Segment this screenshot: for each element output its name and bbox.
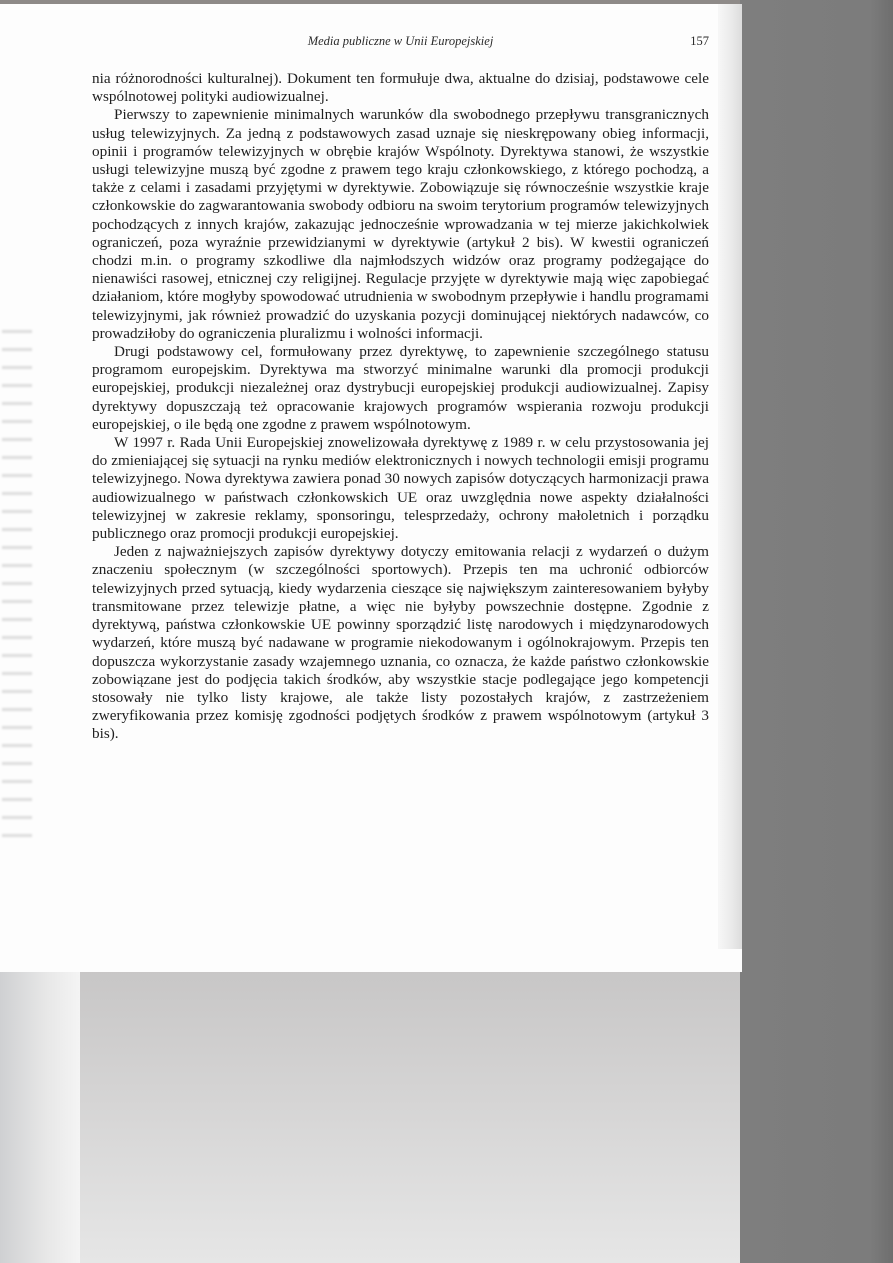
running-header	[92, 34, 709, 54]
page-edge-shadow	[718, 4, 742, 949]
paragraph: Pierwszy to zapewnienie minimalnych warunków dla swobodnego przepływu transgranicznych usług telewizyjnych. Za jedną z podstawowych zasad uznaje się nieskrępowany obieg informacji, opinii i programów telewizyjnych w obrębie krajów Wspólnoty. Dyrektywa stanowi, że wszystkie usługi telewizyjne muszą być zgodne z prawem tego kraju członkowskiego, z którego pochodzą, a także z celami i zasadami przyjętymi w dyrektywie. Zobowiązuje się równocześnie wszystkie kraje członkowskie do zagwarantowania swobody odbioru na swoim terytorium programów telewizyjnych pochodzących z innych krajów, zakazując jednocześnie wprowadzania w tej mierze jakichkolwiek ograniczeń, poza wyraźnie przewidzianymi w dyrektywie (artykuł 2 bis). W kwestii ograniczeń chodzi m.in. o programy szkodliwe dla najmłodszych widzów oraz programy podżegające do nienawiści rasowej, etnicznej czy religijnej. Regulacje przyjęte w dyrektywie mają więc zapobiegać działaniom, które mogłyby spowodować utrudnienia w swobodnym przepływie i handlu programami telewizyjnymi, jak również prowadzić do uzyskania pozycji dominującej niektórych nadawców, co prowadziłoby do ograniczenia pluralizmu i wolności informacji.	[92, 106, 709, 342]
running-title: Media publiczne w Unii Europejskiej	[307, 34, 494, 48]
page-number: 157	[690, 34, 709, 48]
scan-background-left	[0, 970, 80, 1263]
paragraph: Jeden z najważniejszych zapisów dyrektywy dotyczy emitowania relacji z wydarzeń o dużym znaczeniu społecznym (w szczególności sportowych). Przepis ten ma uchronić odbiorców telewizyjnych przed sytuacją, kiedy wydarzenia cieszące się największym zainteresowaniem byłyby transmitowane przez telewizje płatne, a więc nie byłyby powszechnie dostępne. Zgodnie z dyrektywą, państwa członkowskie UE powinny sporządzić listę narodowych i międzynarodowych wydarzeń, które muszą być nadawane w programie niekodowanym i ogólnokrajowym. Przepis ten dopuszcza wykorzystanie zasady wzajemnego uznania, co oznacza, że każde państwo członkowskie zobowiązane jest do podjęcia takich środków, aby wszystkie stacje podlegające jego kompetencji stosowały nie tylko listy krajowe, ale także listy pozostałych krajów, z zastrzeżeniem zweryfikowania przez komisję zgodności podjętych środków z prawem wspólnotowym (artykuł 3 bis).	[92, 543, 709, 743]
paragraph: Drugi podstawowy cel, formułowany przez dyrektywę, to zapewnienie szczególnego statusu programom europejskim. Dyrektywa ma stworzyć minimalne warunki dla promocji produkcji europejskiej, produkcji niezależnej oraz dystrybucji europejskiej produkcji audiowizualnej. Zapisy dyrektywy dopuszczają też opracowanie krajowych programów wspierania rozwoju produkcji europejskiej, o ile będą one zgodne z prawem wspólnotowym.	[92, 343, 709, 433]
facing-page-bleed-through	[2, 330, 32, 850]
paragraph: W 1997 r. Rada Unii Europejskiej znowelizowała dyrektywę z 1989 r. w celu przystosowania jej do zmieniającej się sytuacji na rynku mediów elektronicznych i nowych technologii emisji programu telewizyjnego. Nowa dyrektywa zawiera ponad 30 nowych zapisów dotyczących harmonizacji prawa audiowizualnego w państwach członkowskich UE oraz uwzględnia nowe aspekty działalności telewizyjnej w zakresie reklamy, sponsoringu, telesprzedaży, ochrony małoletnich i porządku publicznego oraz promocji produkcji europejskiej.	[92, 434, 709, 543]
scan-background-right	[740, 0, 893, 1263]
body-text	[92, 70, 709, 744]
paragraph: nia różnorodności kulturalnej). Dokument ten formułuje dwa, aktualne do dzisiaj, podstawowe cele wspólnotowej polityki audiowizualnej.	[92, 70, 709, 106]
